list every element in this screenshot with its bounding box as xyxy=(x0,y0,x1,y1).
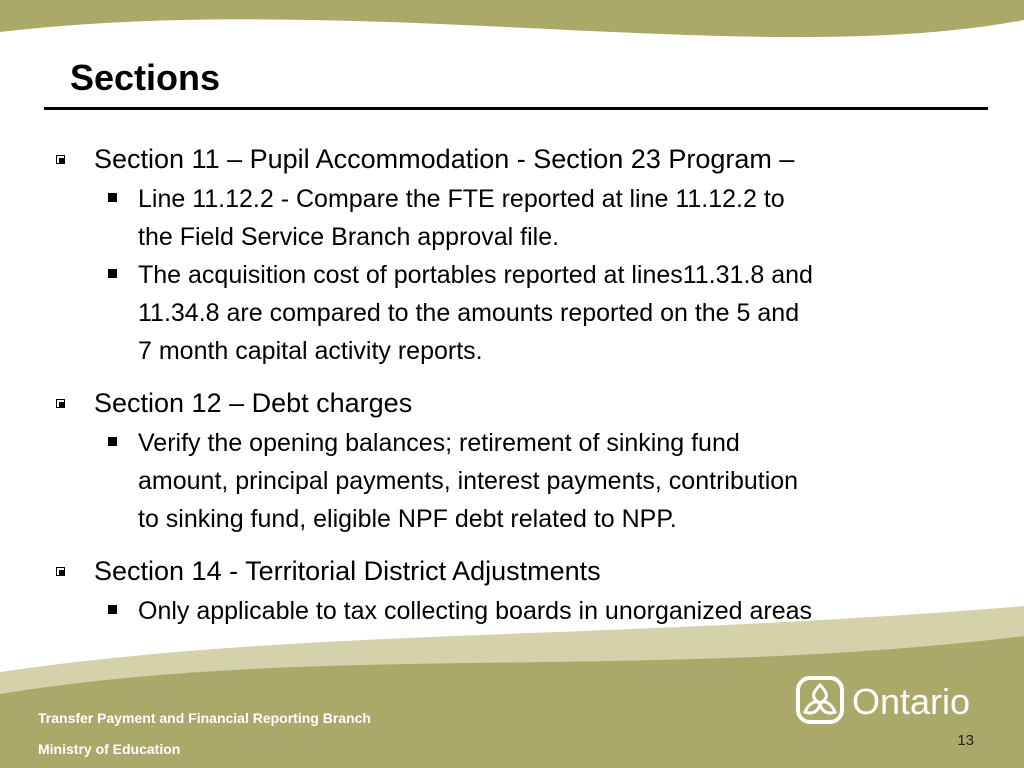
square-bullet-icon xyxy=(56,399,65,408)
top-band xyxy=(0,0,1024,37)
section-item xyxy=(44,552,994,630)
ontario-logo xyxy=(796,676,986,726)
sub-bullet: Only applicable to tax collecting boards in unorganized areas xyxy=(44,592,994,630)
page-number: 13 xyxy=(957,732,974,749)
sub-bullet: The acquisition cost of portables reported at lines11.31.8 and 11.34.8 are compared to the amounts reported on the 5 and 7 month capital activity reports. xyxy=(44,256,994,370)
section-heading: Section 14 - Territorial District Adjustments xyxy=(44,552,994,590)
bullet-icon xyxy=(108,193,117,202)
section-heading: Section 12 – Debt charges xyxy=(44,384,994,422)
square-bullet-icon xyxy=(56,155,65,164)
trillium-icon xyxy=(798,678,842,722)
square-bullet-icon xyxy=(56,567,65,576)
bullet-icon xyxy=(108,605,117,614)
sub-bullet: Verify the opening balances; retirement of sinking fund amount, principal payments, interest payments, contribution to sinking fund, eligible NPF debt related to NPP. xyxy=(44,424,994,538)
footer-branch: Transfer Payment and Financial Reporting Branch xyxy=(38,710,371,726)
section-item xyxy=(44,384,994,538)
section-heading: Section 11 – Pupil Accommodation - Section 23 Program – xyxy=(44,140,994,178)
section-item xyxy=(44,140,994,370)
slide-title: Sections xyxy=(70,57,221,98)
footer-ministry: Ministry of Education xyxy=(38,741,181,757)
slide-content xyxy=(44,140,994,644)
bullet-icon xyxy=(108,269,117,278)
title-divider xyxy=(44,107,988,110)
logo-wordmark: Ontario xyxy=(852,681,971,722)
bullet-icon xyxy=(108,437,117,446)
sub-bullet: Line 11.12.2 - Compare the FTE reported at line 11.12.2 to the Field Service Branch approval file. xyxy=(44,180,994,256)
